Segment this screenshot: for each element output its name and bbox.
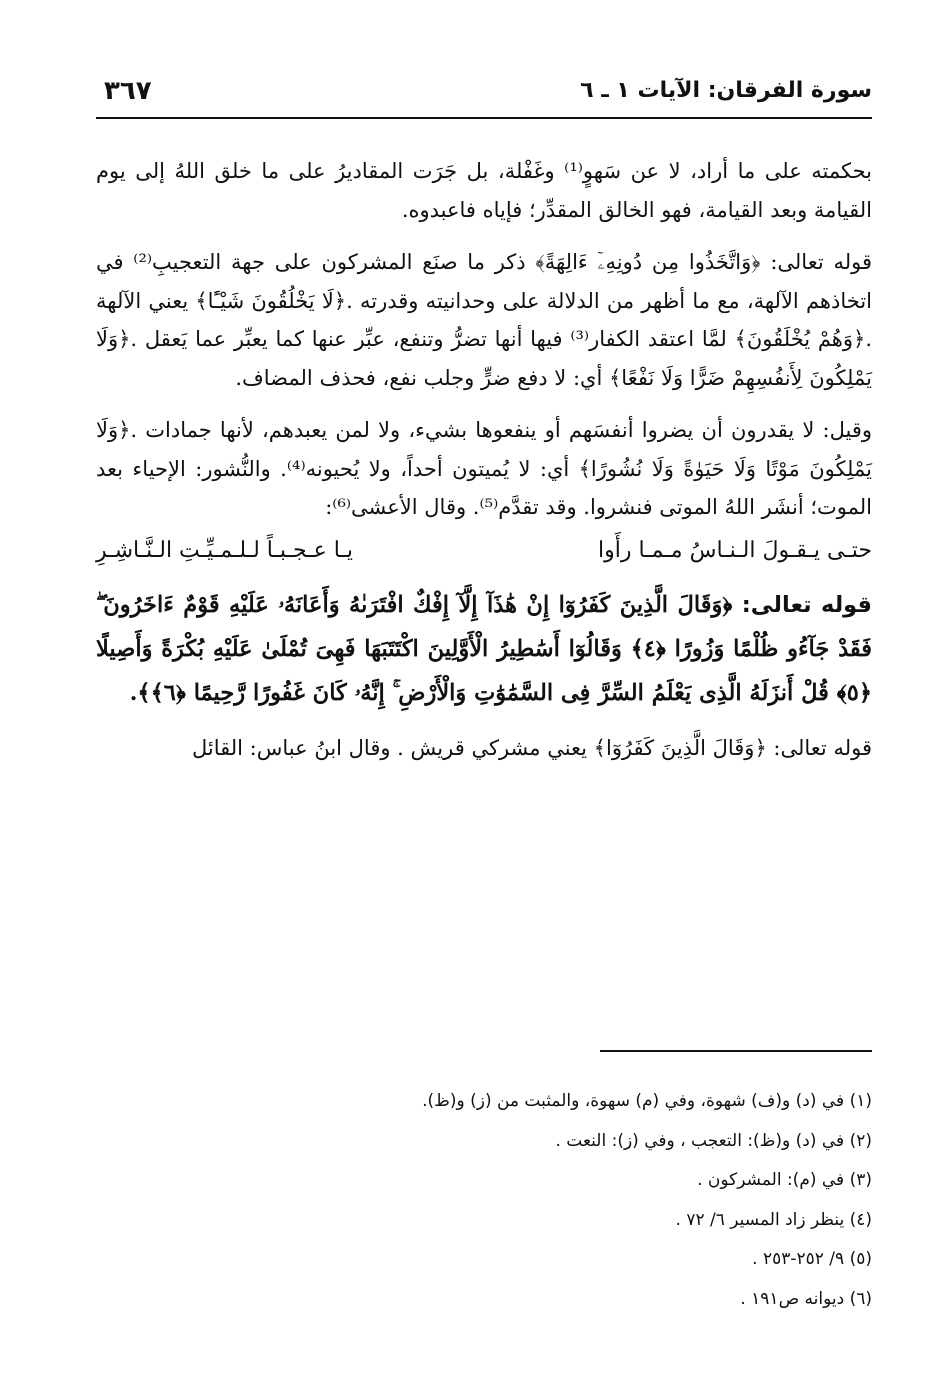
header-divider [96, 117, 872, 119]
paragraph-2: قوله تعالى: ﴿وَاتَّخَذُوا مِن دُونِهِۦٓ ءَالِهَةً﴾ ذكر ما صنَع المشركون على جهة التعجيبِ⁽²⁾ في اتخاذهم الآلهة، مع ما أظهر من الدلالة على وحدانيته وقدرته .﴿لَا يَخْلُقُونَ شَيْـًٔا﴾ يعني الآلهة .﴿وَهُمْ يُخْلَقُونَ﴾ لمَّا اعتقد الكفار⁽³⁾ فيها أنها تضرُّ وتنفع، عبِّر عنها كما يعبِّر عما يَعقل .﴿وَلَا يَمْلِكُونَ لِأَنفُسِهِمْ ضَرًّا وَلَا نَفْعًا﴾ أي: لا دفع ضرٍّ وجلب نفع، فحذف المضاف. [96, 250, 872, 390]
footnote-item: (١) في (د) و(ف) شهوة، وفي (م) سهوة، والمثبت من (ز) و(ظ). [422, 1091, 872, 1111]
verse-second-hemistich: يـا عـجـبـاً لـلـمـيِّـتِ الـنَّـاشِـرِ [96, 537, 354, 563]
footnote-item: (٦) ديوانه ص١٩١ . [740, 1288, 872, 1309]
paragraph-3: وقيل: لا يقدرون أن يضروا أنفسَهم أو ينفعوها بشيء، ولا لمن يعبدهم، لأنها جمادات .﴿وَلَا يَمْلِكُونَ مَوْتًا وَلَا حَيَوٰةً وَلَا نُشُورًا﴾ أي: لا يُميتون أحداً، ولا يُحيونه⁽⁴⁾. والنُّشور: الإحياء بعد الموت؛ أنشَر اللهُ الموتى فنشروا. وقد تقدَّم⁽⁵⁾. وقال الأعشى⁽⁶⁾: [96, 418, 872, 519]
verse-first-hemistich: حتـى يـقـولَ الـنـاسُ مـمـا رأَوا [598, 537, 872, 563]
poetry-verse [96, 531, 872, 571]
page-number: ٣٦٧ [104, 76, 152, 106]
footnote-item: (٥) ٩/ ٢٥٢-٢٥٣ . [752, 1249, 872, 1269]
quran-passage [96, 583, 872, 715]
main-text [96, 152, 872, 781]
footnote-divider [600, 1050, 872, 1052]
page-header [96, 78, 872, 114]
footnote-item: (٤) ينظر زاد المسير ٦/ ٧٢ . [675, 1209, 872, 1230]
paragraph-1: بحكمته على ما أراد، لا عن سَهوٍ⁽¹⁾ وغَفْلة، بل جَرَت المقاديرُ على ما خلق اللهُ إلى يوم القيامة وبعد القيامة، فهو الخالق المقدِّر؛ فإياه فاعبدوه. [96, 159, 872, 222]
paragraph-4: قوله تعالى: ﴿وَقَالَ الَّذِينَ كَفَرُوٓا﴾ يعني مشركي قريش . وقال ابنُ عباس: القائل [192, 735, 872, 760]
chapter-title: سورة الفرقان: الآيات ١ ـ ٦ [580, 78, 872, 103]
footnote-item: (٢) في (د) و(ظ): التعجب ، وفي (ز): النعت . [555, 1130, 872, 1151]
quran-label: قوله تعالى: [741, 591, 872, 618]
quran-text: ﴿وَقَالَ الَّذِينَ كَفَرُوٓا إِنْ هَٰذَآ إِلَّآ إِفْكٌ افْتَرَىٰهُ وَأَعَانَهُۥ عَلَيْهِ قَوْمٌ ءَاخَرُونَ ۖ فَقَدْ جَآءُو ظُلْمًا وَزُورًا ﴿٤﴾ وَقَالُوٓا أَسَٰطِيرُ الْأَوَّلِينَ اكْتَتَبَهَا فَهِىَ تُمْلَىٰ عَلَيْهِ بُكْرَةً وَأَصِيلًا ﴿٥﴾ قُلْ أَنزَلَهُ الَّذِى يَعْلَمُ السِّرَّ فِى السَّمَٰوَٰتِ وَالْأَرْضِ ۚ إِنَّهُۥ كَانَ غَفُورًا رَّحِيمًا ﴿٦﴾﴾. [96, 591, 873, 706]
footnote-item: (٣) في (م): المشركون . [697, 1170, 872, 1190]
footnotes [96, 1082, 872, 1319]
